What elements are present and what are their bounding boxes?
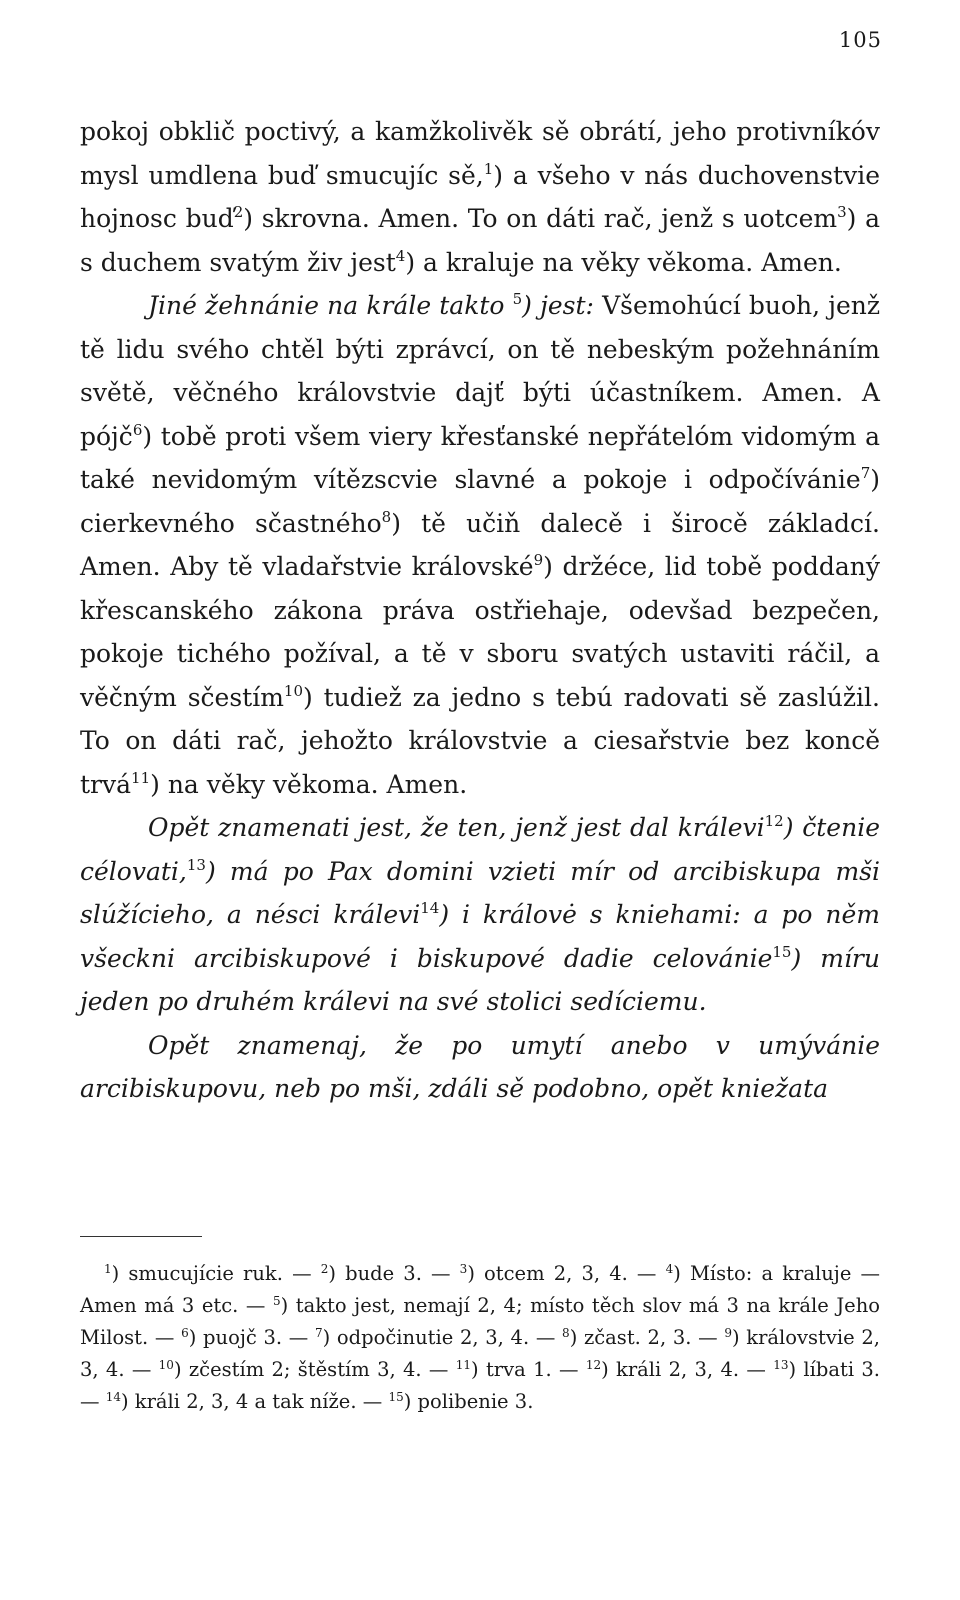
footnote-ref: 4: [395, 246, 406, 265]
footnote-rule: [80, 1236, 202, 1237]
footnote-text: ) polibenie 3.: [403, 1390, 534, 1413]
footnote-number: 8: [562, 1326, 570, 1340]
footnote-ref: 7: [860, 464, 871, 482]
text-run: pokoj obklič poctivý, a kamžkolivěk sě obrátí, jeho protivníkóv mysl umdlena buď smucujíc sě,: [80, 117, 880, 190]
footnote-ref: 3: [837, 203, 847, 221]
footnote-ref: 6: [132, 420, 143, 439]
footnote-ref: 12: [764, 812, 784, 830]
paragraph-2: [80, 284, 880, 806]
footnote-number: 11: [455, 1358, 472, 1372]
footnote-ref: 14: [420, 899, 440, 917]
text-run: ) tobě proti všem viery křesťanské nepřátelóm vidomým a také nevidomým vítězscvie slavné a pokoje i odpočívánie: [80, 421, 880, 494]
text-run: ) a kraluje na věky věkoma. Amen.: [405, 247, 842, 277]
main-text: [80, 110, 880, 1111]
footnote-text: ) královstvie 2, 3, 4. —: [80, 1326, 880, 1381]
footnote-number: 13: [773, 1358, 789, 1372]
footnote-number: 4: [665, 1262, 674, 1276]
footnote-text: ) trva 1. —: [471, 1358, 586, 1381]
footnote-text: ) Místo: a kraluje — Amen má 3 etc. —: [80, 1262, 880, 1317]
footnote-number: 1: [104, 1262, 112, 1276]
footnote-number: 2: [320, 1262, 329, 1276]
footnote-ref: 11: [131, 768, 151, 787]
footnote-text: ) králi 2, 3, 4 a tak níže. —: [120, 1390, 389, 1413]
text-run: ) má po Pax domini vzieti mír od arcibiskupa mši slúžícieho, a nésci králevi: [80, 856, 880, 929]
footnote-ref: 1: [483, 159, 494, 178]
footnote-text: ) bude 3. —: [328, 1262, 460, 1285]
footnote-number: 10: [158, 1358, 174, 1372]
footnote-number: 7: [314, 1326, 323, 1340]
footnote-ref: 8: [381, 507, 392, 526]
footnote-ref: 10: [283, 681, 304, 700]
footnote-number: 9: [724, 1326, 732, 1340]
paragraph-1: [80, 110, 880, 284]
footnote-text: ) zčast. 2, 3. —: [569, 1326, 725, 1349]
footnote-text: ) puojč 3. —: [188, 1326, 315, 1349]
footnote-ref: 2: [233, 203, 244, 221]
footnote-text: ) králi 2, 3, 4. —: [601, 1358, 774, 1381]
footnote-text: ) zčestím 2; štěstím 3, 4. —: [173, 1358, 456, 1381]
page-number: 105: [838, 28, 882, 52]
text-run: ) cierkevného sčastného: [80, 465, 880, 538]
paragraph-4: [80, 1024, 880, 1111]
text-run: ) tudiež za jedno s tebú radovati sě zaslúžil. To on dáti rač, jehožto královstvie a ciesařstvie bez koncě trvá: [80, 682, 880, 799]
footnote-text: ) líbati 3. —: [80, 1358, 880, 1413]
text-run: ) a s duchem svatým živ jest: [80, 204, 880, 277]
footnote-text: ) odpočinutie 2, 3, 4. —: [322, 1326, 563, 1349]
footnote-number: 5: [272, 1294, 281, 1308]
text-run: ) a všeho v nás duchovenstvie hojnosc buď: [80, 160, 880, 233]
text-run: ) míru jeden po druhém králevi na své stolici sedíciemu.: [80, 943, 880, 1016]
text-run: Opět znamenati jest, že ten, jenž jest dal králevi: [148, 813, 765, 842]
text-run: ) tě učiň dalecě i širocě základcí. Amen. Aby tě vladařstvie královské: [80, 508, 880, 581]
footnote-text: ) takto jest, nemají 2, 4; místo těch slov má 3 na krále Jeho Milost. —: [80, 1294, 880, 1349]
italic-heading: ) jest:: [522, 291, 594, 320]
footnote-ref: 9: [533, 551, 544, 569]
text-run: ) na věky věkoma. Amen.: [150, 769, 468, 799]
text-run: ) skrovna. Amen. To on dáti rač, jenž s uotcem: [243, 204, 838, 233]
footnote-text: ) otcem 2, 3, 4. —: [467, 1262, 666, 1285]
text-run: ) držéce, lid tobě poddaný křescanského zákona práva ostřiehaje, odevšad bezpečen, pokoje tichého požíval, a tě v sboru svatých ustaviti ráčil, a věčným sčestím: [80, 552, 880, 712]
text-run: Všemohúcí buoh, jenž tě lidu svého chtěl býti zprávcí, on tě nebeským požehnáním světě, věčného královstvie dajť býti účastníkem. Amen. A pójč: [80, 291, 881, 451]
text-run: ) čtenie célovati,: [80, 813, 880, 886]
footnote-number: 14: [105, 1390, 121, 1404]
footnote-number: 3: [459, 1262, 468, 1276]
text-run: ) i královė s kniehami: a po něm všeckni arcibiskupové i biskupové dadie celovánie: [80, 900, 880, 973]
footnote-ref: 5: [512, 290, 523, 308]
footnote-number: 15: [388, 1390, 404, 1404]
footnote-number: 6: [181, 1326, 189, 1340]
italic-heading: Jiné žehnánie na krále takto: [148, 291, 505, 320]
footnotes: [80, 1258, 880, 1418]
footnote-block: [80, 1258, 880, 1418]
text-run: Opět znamenaj, že po umytí anebo v umývánie arcibiskupovu, neb po mši, zdáli sě podobno, opět kniežata: [80, 1030, 880, 1103]
footnote-number: 12: [585, 1358, 602, 1372]
paragraph-3: [80, 806, 880, 1024]
footnote-ref: 15: [772, 942, 792, 961]
footnote-ref: 13: [186, 855, 206, 874]
footnote-text: ) smucujície ruk. —: [111, 1262, 321, 1285]
